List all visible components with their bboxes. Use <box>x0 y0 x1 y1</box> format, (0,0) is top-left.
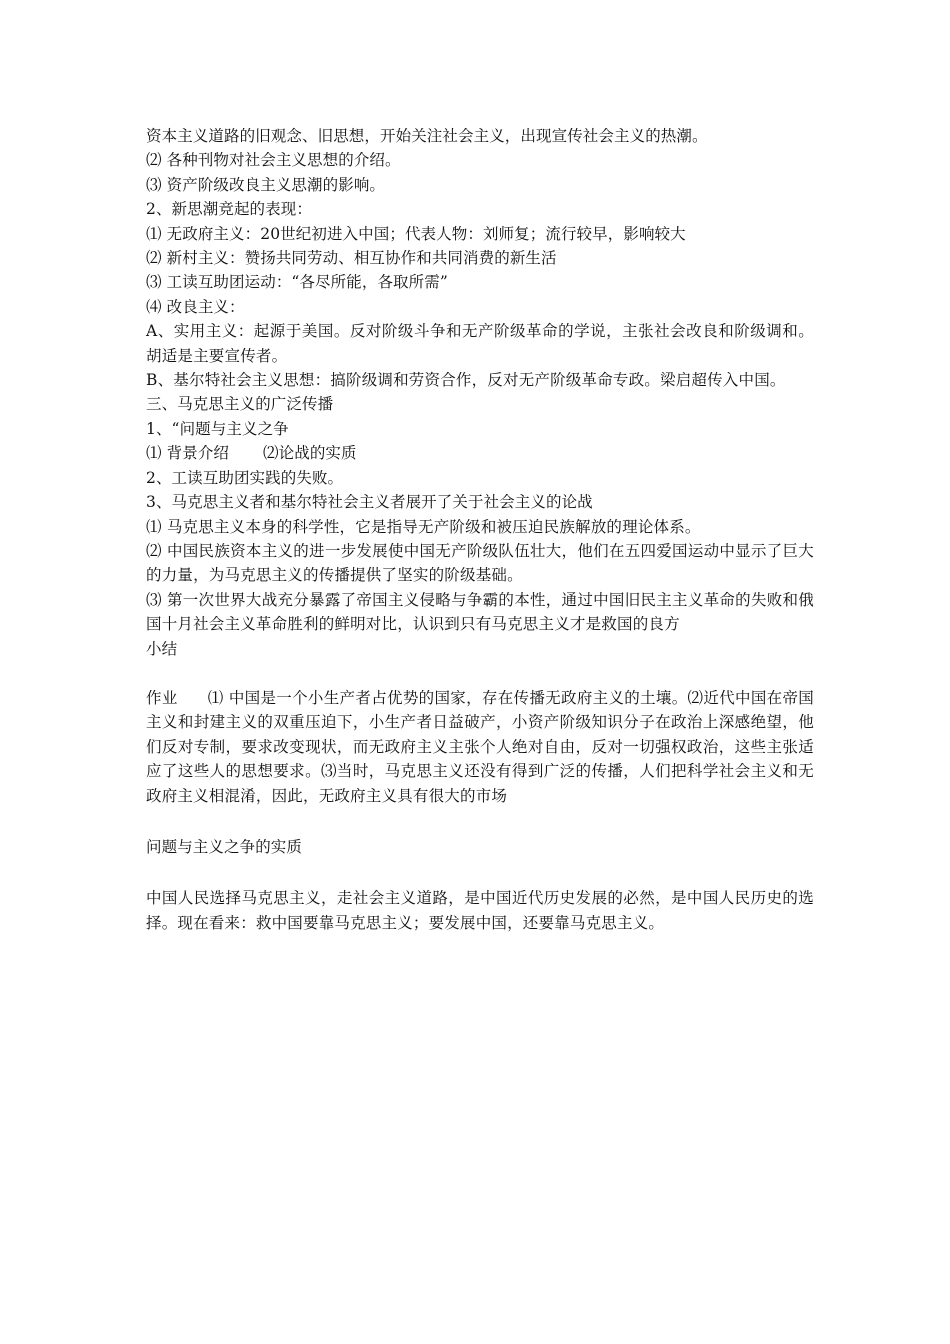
reason-paragraph: ⑴ 马克思主义本身的科学性，它是指导无产阶级和被压迫民族解放的理论体系。 <box>146 517 701 536</box>
essence-title: 问题与主义之争的实质 <box>146 837 303 856</box>
text-line: 资本主义道路的旧观念、旧思想，开始关注社会主义，出现宣传社会主义的热潮。 <box>146 127 708 145</box>
text-line: ⑵ 新村主义：赞扬共同劳动、相互协作和共同消费的新生活 <box>146 249 557 268</box>
sub-item: ⑵论战的实质 <box>263 444 357 463</box>
conclusion-paragraph: 中国人民选择马克思主义，走社会主义道路，是中国近代历史发展的必然，是中国人民历史的选择。现在看来：救中国要靠马克思主义；要发展中国，还要靠马克思主义。 <box>146 889 814 932</box>
list-item: 2、工读互助团实践的失败。 <box>146 468 344 487</box>
homework-text: ⑴ 中国是一个小生产者占优势的国家，存在传播无政府主义的土壤。⑵近代中国在帝国主义和封建主义的双重压迫下，小生产者日益破产，小资产阶级知识分子在政治上深感绝望，他们反对专制，要求改变现状，而无政府主义主张个人绝对自由，反对一切强权政治，这些主张适应了这些人的思想要求。⑶当时，马克思主义还没有得到广泛的传播，人们把科学社会主义和无政府主义相混淆，因此，无政府主义具有很大的市场 <box>146 688 814 805</box>
text-line: ⑴ 无政府主义：20世纪初进入中国；代表人物：刘师复；流行较早，影响较大 <box>146 224 686 243</box>
homework-label: 作业 <box>146 688 178 707</box>
reason-paragraph: ⑶ 第一次世界大战充分暴露了帝国主义侵略与争霸的本性，通过中国旧民主主义革命的失败和俄国十月社会主义革命胜利的鲜明对比，认识到只有马克思主义才是救国的良方 <box>146 590 814 634</box>
section-title: 三、马克思主义的广泛传播 <box>146 395 334 414</box>
section-heading: 2、新思潮竞起的表现： <box>146 200 312 219</box>
list-item: 3、马克思主义者和基尔特社会主义者展开了关于社会主义的论战 <box>146 493 593 512</box>
document-body <box>146 124 814 935</box>
guild-socialism-paragraph: B、基尔特社会主义思想：搞阶级调和劳资合作，反对无产阶级革命专政。梁启超传入中国。 <box>146 371 786 390</box>
homework-paragraph <box>146 686 814 808</box>
list-item: 1、“问题与主义之争 <box>146 419 289 438</box>
pragmatism-paragraph: A、实用主义：起源于美国。反对阶级斗争和无产阶级革命的学说，主张社会改良和阶级调和。胡适是主要宣传者。 <box>146 322 814 365</box>
text-line: ⑶ 工读互助团运动：“各尽所能，各取所需” <box>146 273 448 292</box>
reason-paragraph: ⑵ 中国民族资本主义的进一步发展使中国无产阶级队伍壮大，他们在五四爱国运动中显示了巨大的力量，为马克思主义的传播提供了坚实的阶级基础。 <box>146 541 814 585</box>
summary-label: 小结 <box>146 639 178 658</box>
list-item <box>146 441 814 465</box>
sub-item: ⑴ 背景介绍 <box>146 444 230 463</box>
text-line: ⑷ 改良主义： <box>146 297 245 316</box>
text-line: ⑶ 资产阶级改良主义思潮的影响。 <box>146 175 386 194</box>
text-line: ⑵ 各种刊物对社会主义思想的介绍。 <box>146 151 401 170</box>
